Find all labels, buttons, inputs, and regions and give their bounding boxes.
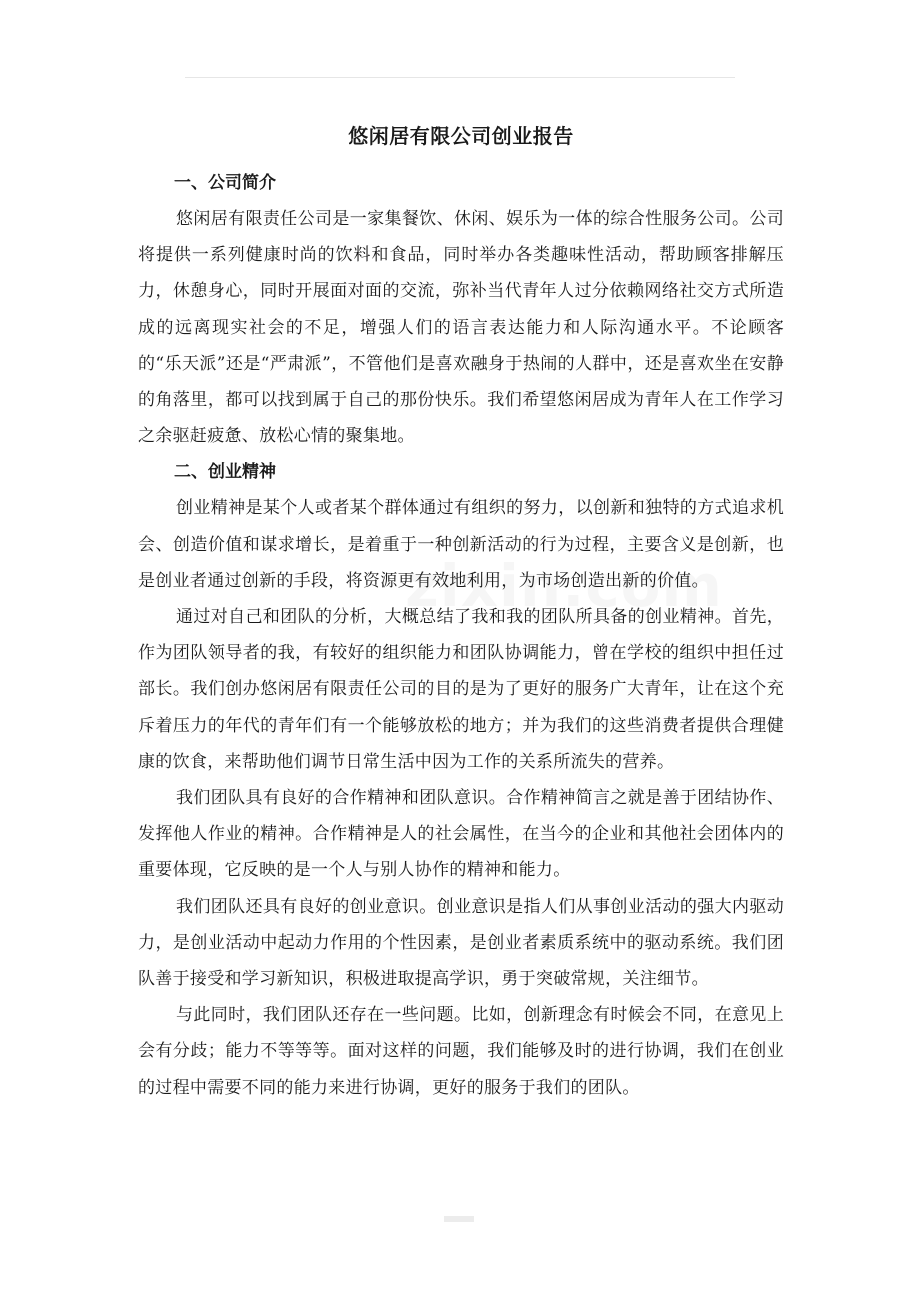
paragraph-entrepreneurial-awareness: 我们团队还具有良好的创业意识。创业意识是指人们从事创业活动的强大内驱动力，是创业活动中起动力作用的个性因素，是创业者素质系统中的驱动系统。我们团队善于接受和学习新知识，积极进取提高学识，勇于突破常规，关注细节。	[138, 896, 784, 990]
header-rule	[185, 77, 735, 78]
document-body	[138, 118, 784, 1106]
section-heading-entrepreneurial-spirit: 二、创业精神	[174, 462, 276, 483]
paragraph-cooperation: 我们团队具有良好的合作精神和团队意识。合作精神简言之就是善于团结协作、发挥他人作业的精神。合作精神是人的社会属性，在当今的企业和其他社会团体内的重要体现，它反映的是一个人与别人协作的精神和能力。	[138, 788, 784, 881]
paragraph-spirit-definition: 创业精神是某个人或者某个群体通过有组织的努力，以创新和独特的方式追求机会、创造价值和谋求增长，是着重于一种创新活动的行为过程，主要含义是创新，也是创业者通过创新的手段，将资源更有效地利用，为市场创造出新的价值。	[138, 498, 784, 591]
document-title: 悠闲居有限公司创业报告	[348, 124, 574, 148]
paragraph-company-intro: 悠闲居有限责任公司是一家集餐饮、休闲、娱乐为一体的综合性服务公司。公司将提供一系列健康时尚的饮料和食品，同时举办各类趣味性活动，帮助顾客排解压力，休憩身心，同时开展面对面的交流，弥补当代青年人过分依赖网络社交方式所造成的远离现实社会的不足，增强人们的语言表达能力和人际沟通水平。不论顾客的“乐天派”还是“严肃派”，不管他们是喜欢融身于热闹的人群中，还是喜欢坐在安静的角落里，都可以找到属于自己的那份快乐。我们希望悠闲居成为青年人在工作学习之余驱赶疲惫、放松心情的聚集地。	[138, 209, 784, 447]
paragraph-problems: 与此同时，我们团队还存在一些问题。比如，创新理念有时候会不同，在意见上会有分歧；能力不等等等。面对这样的问题，我们能够及时的进行协调，我们在创业的过程中需要不同的能力来进行协调，更好的服务于我们的团队。	[138, 1005, 784, 1098]
section-heading-company-intro: 一、公司简介	[174, 173, 276, 193]
paragraph-team-analysis: 通过对自己和团队的分析，大概总结了我和我的团队所具备的创业精神。首先，作为团队领导者的我，有较好的组织能力和团队协调能力，曾在学校的组织中担任过部长。我们创办悠闲居有限责任公司的目的是为了更好的服务广大青年，让在这个充斥着压力的年代的青年们有一个能够放松的地方；并为我们的这些消费者提供合理健康的饮食，来帮助他们调节日常生活中因为工作的关系所流失的营养。	[138, 607, 784, 772]
footer-mark	[444, 1216, 474, 1222]
